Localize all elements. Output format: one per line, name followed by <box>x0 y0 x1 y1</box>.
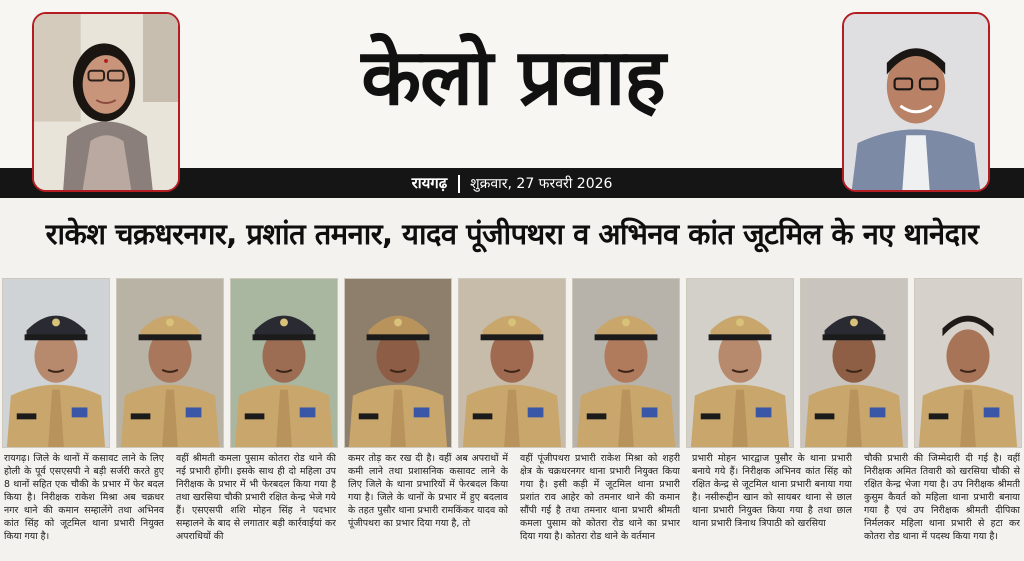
officer-photo-9 <box>914 278 1022 448</box>
officer-photo-row <box>2 278 1022 448</box>
article-column-1: रायगढ़। जिले के थानों में कसावट लाने के लिए होली के पूर्व एसएसपी ने बड़ी सर्जरी करते हुए 8 थानों सहित एक चौकी के प्रभार में फेर बदल किया है। निरीक्षक राकेश मिश्रा अब चक्रधर नगर थाने की कमान सम्हालेंगे तथा अभिनव कांत सिंह को जूटमिल थाना प्रभारी नियुक्त किया गया है। <box>4 453 164 542</box>
left-portrait-photo <box>32 12 180 192</box>
article-column-2: वहीं श्रीमती कमला पुसाम कोतरा रोड थाने की नई प्रभारी होंगी। इसके साथ ही दो महिला उप निरीक्षक के प्रभार में भी फेरबदल किया गया है तथा खरसिया चौकी प्रभारी रक्षित केन्द्र भेजे गये हैं। एसएसपी शशि मोहन सिंह ने पदभार सम्हालने के बाद से लगातार बड़ी कार्रवाईयां कर अपराधियों की <box>176 453 336 542</box>
right-portrait-photo <box>842 12 990 192</box>
dateline-date: शुक्रवार, 27 फरवरी 2026 <box>470 176 613 192</box>
officer-photo-7 <box>686 278 794 448</box>
article-column-5: प्रभारी मोहन भारद्वाज पुसौर के थाना प्रभारी बनाये गये हैं। निरीक्षक अभिनव कांत सिंह को रक्षित केन्द्र से जूटमिल थाना प्रभारी बनाया गया है। नसीरूद्दीन खान को सायबर थाना से छाल थाना प्रभारी नियुक्त किया गया है तथा छाल थाना प्रभारी त्रिनाथ त्रिपाठी को खरसिया <box>692 453 852 529</box>
article-body <box>4 452 1020 558</box>
officer-photo-2 <box>116 278 224 448</box>
article-column-3: कमर तोड़ कर रख दी है। वहीं अब अपराधों में कमी लाने तथा प्रशासनिक कसावट लाने के लिए जिले के थाना प्रभारियों में फेरबदल किया गया है। जिले के थानों के प्रभार में हुए बदलाव के तहत पुसौर थाना प्रभारी रामकिंकर यादव को पूंजीपथरा का प्रभार दिया गया है, तो <box>348 453 508 529</box>
officer-photo-6 <box>572 278 680 448</box>
officer-photo-4 <box>344 278 452 448</box>
officer-photo-1 <box>2 278 110 448</box>
officer-photo-5 <box>458 278 566 448</box>
dateline-separator <box>458 175 460 193</box>
article-column-6: चौकी प्रभारी की जिम्मेदारी दी गई है। वहीं निरीक्षक अमित तिवारी को खरसिया चौकी से रक्षित केन्द्र भेजा गया है। उप निरीक्षक श्रीमती कुसुम कैवर्त को महिला थाना प्रभारी बनाया गया है एवं उप निरीक्षक श्रीमती दीपिका निर्मलकर महिला थाना प्रभारी से हटा कर कोतरा रोड थाना में पदस्थ किया गया है। <box>864 453 1020 542</box>
article-column-4: वहीं पूंजीपथरा प्रभारी राकेश मिश्रा को शहरी क्षेत्र के चक्रधरनगर थाना प्रभारी नियुक्त किया गया है। इसी कड़ी में जूटमिल थाना प्रभारी प्रशांत राव आहेर को तमनार थाने की कमान सौंपी गई है तथा तमनार थाना प्रभारी श्रीमती कमला पुसाम को कोतरा रोड थाने का प्रभार दिया गया है। कोतरा रोड थाने के वर्तमान <box>520 453 680 542</box>
article-headline: राकेश चक्रधरनगर, प्रशांत तमनार, यादव पूंजीपथरा व अभिनव कांत जूटमिल के नए थानेदार <box>45 217 979 251</box>
dateline-place: रायगढ़ <box>411 174 448 192</box>
officer-photo-8 <box>800 278 908 448</box>
officer-photo-3 <box>230 278 338 448</box>
newspaper-title: केलो प्रवाह <box>361 33 665 123</box>
